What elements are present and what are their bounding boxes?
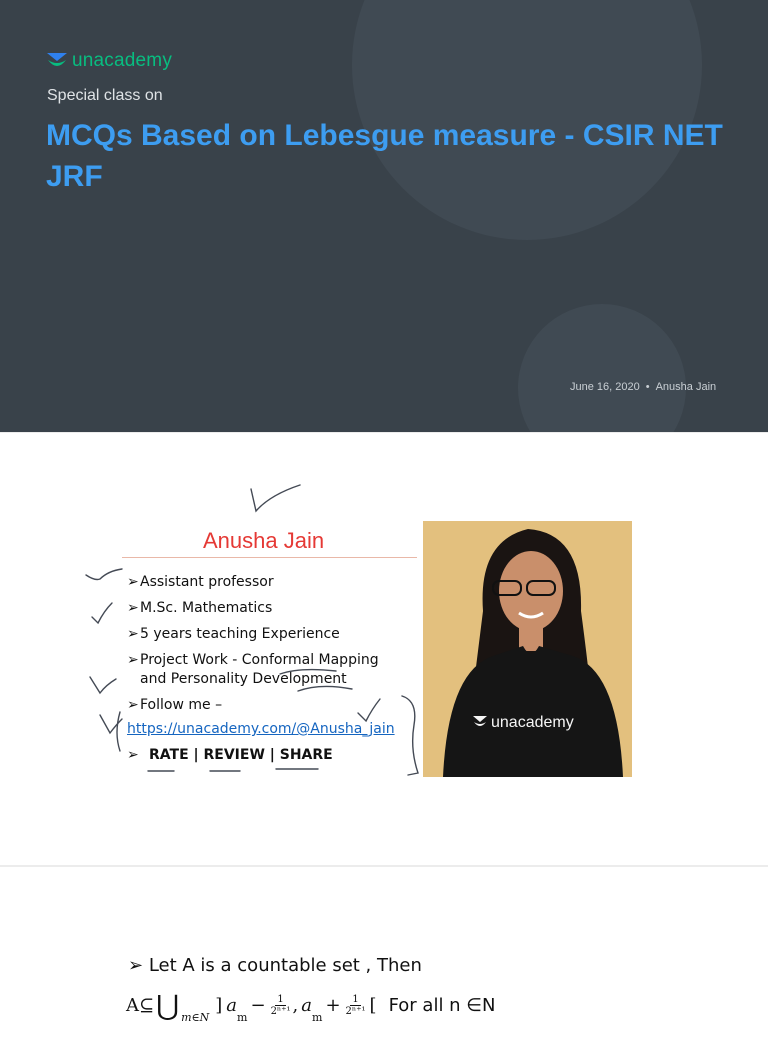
cover-meta bbox=[570, 381, 716, 393]
bullet-arrow-icon: ➢ bbox=[127, 652, 139, 668]
brand-logo bbox=[46, 50, 172, 72]
bullet-item: ➢Assistant professor bbox=[127, 574, 274, 590]
bullet-item: ➢5 years teaching Experience bbox=[127, 626, 340, 642]
meta-separator: • bbox=[645, 381, 650, 393]
bullet-arrow-icon: ➢ bbox=[127, 747, 139, 763]
cover-date: June 16, 2020 bbox=[570, 381, 640, 393]
cover-author: Anusha Jain bbox=[655, 381, 717, 393]
handwritten-annotations bbox=[0, 433, 768, 865]
bullet-arrow-icon: ➢ bbox=[128, 955, 144, 976]
cover-subtitle: Special class on bbox=[47, 87, 163, 104]
bullet-arrow-icon: ➢ bbox=[127, 600, 139, 616]
fraction: $\frac{1}{\text{2ⁿ⁺¹}}$ bbox=[345, 993, 366, 1017]
question-statement: ➢ Let A is a countable set , Then bbox=[128, 955, 422, 976]
decorative-circle bbox=[518, 304, 686, 432]
presenter-bullets bbox=[127, 573, 379, 722]
bullet-item: ➢Follow me – bbox=[127, 697, 223, 713]
presenter-portrait bbox=[423, 521, 632, 777]
fraction: $\frac{1}{\text{2ⁿ⁺¹}}$ bbox=[270, 993, 291, 1017]
presenter-slide bbox=[0, 433, 768, 865]
bullet-arrow-icon: ➢ bbox=[127, 626, 139, 642]
union-symbol: ⋃ bbox=[156, 989, 180, 1022]
bullet-item: ➢M.Sc. Mathematics bbox=[127, 600, 273, 616]
unacademy-logo-icon bbox=[46, 52, 68, 70]
bullet-arrow-icon: ➢ bbox=[127, 574, 139, 590]
shirt-text: unacademy bbox=[491, 714, 574, 731]
presenter-photo bbox=[423, 521, 632, 777]
rate-review-share: ➢ RATE | REVIEW | SHARE bbox=[127, 747, 333, 763]
question-slide bbox=[0, 867, 768, 1037]
bullet-item: ➢Project Work - Conformal Mapping bbox=[127, 652, 379, 668]
profile-link[interactable]: https://unacademy.com/@Anusha_jain bbox=[127, 721, 395, 737]
cover-slide bbox=[0, 0, 768, 432]
bullet-item-continued: and Personality Development bbox=[140, 671, 347, 687]
brand-name: unacademy bbox=[72, 50, 173, 71]
bullet-arrow-icon: ➢ bbox=[127, 697, 139, 713]
presenter-name: Anusha Jain bbox=[203, 528, 325, 553]
set-inclusion-formula: A⊆ ⋃ m∈N ] a m − $\frac{1}{\text{2ⁿ⁺¹}}$ , a m + $\frac{1}{\text{2ⁿ⁺¹}}$ [ For all n ∈N bbox=[126, 989, 496, 1024]
cover-title: MCQs Based on Lebesgue measure - CSIR NET JRF bbox=[46, 119, 723, 193]
name-divider bbox=[122, 557, 417, 558]
